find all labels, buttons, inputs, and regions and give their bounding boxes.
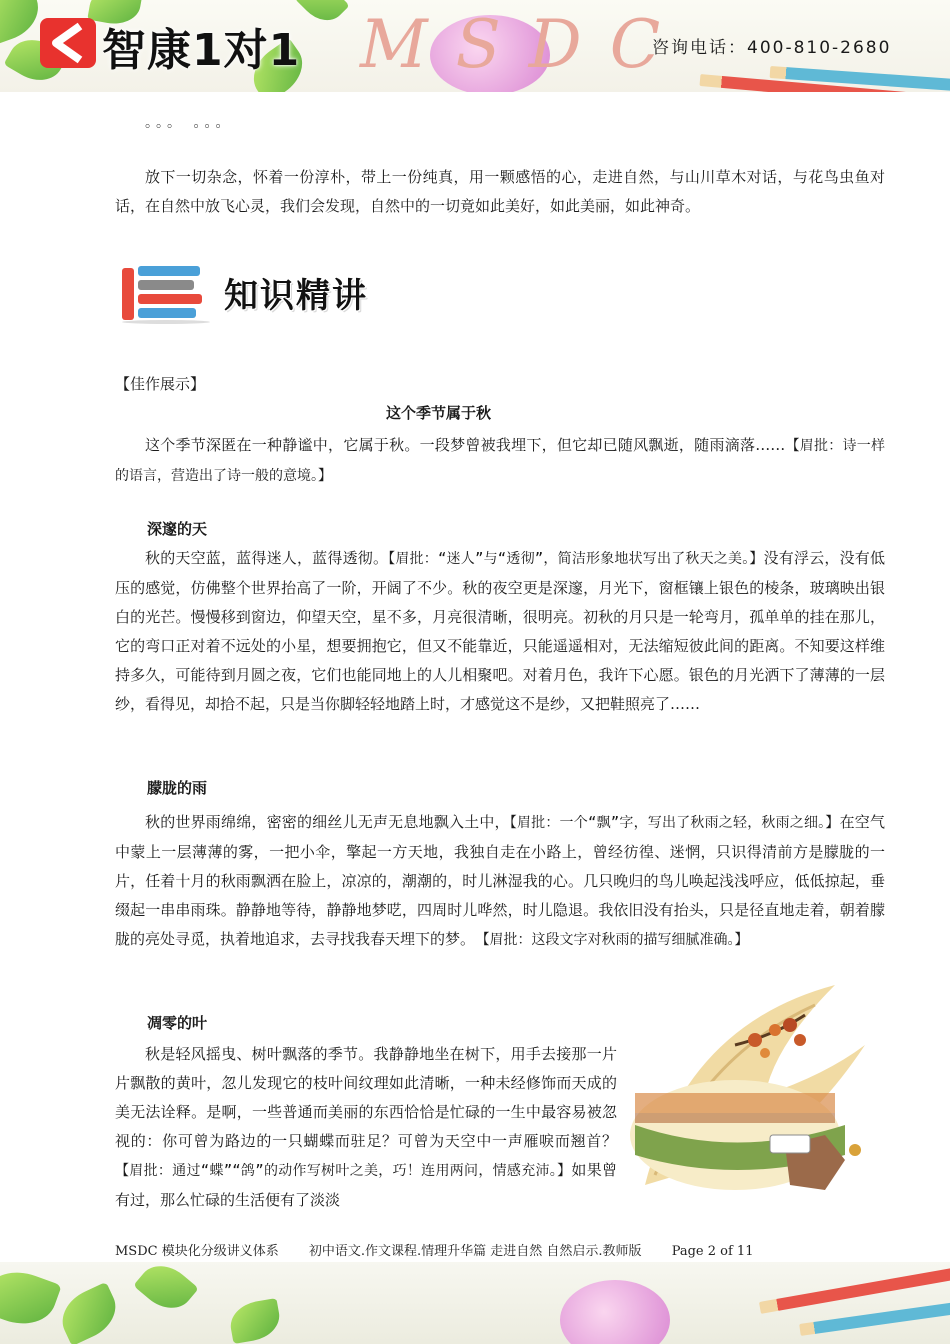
essay-part2 (115, 808, 885, 955)
part2-text: 在空气中蒙上一层薄薄的雾，一把小伞，擎起一方天地，我独自走在小路上，曾经彷徨、迷惘，只识得清前方是朦胧的一片，任着十月的秋雨飘洒在脸上，凉凉的，潮潮的，时儿淋湿我的心。几只晚归的鸟儿唤起浅浅呼应，低低掠起，垂缀起一串串雨珠。静静地等待，静静地梦呓，四周时儿哗然，时儿隐退。我依旧没有抬头，只是径直地走着，朝着朦胧的亮处寻觅，执着地追求，去寻找我春天埋下的梦。 (115, 813, 885, 948)
page-footer (115, 1240, 779, 1259)
leaf-decoration (53, 1282, 124, 1344)
margin-note: 【眉批：通过“蝶”“鸽”的动作写树叶之美，巧！连用两问，情感充沛。】 (115, 1163, 572, 1179)
logo-arrow-icon (40, 18, 96, 68)
margin-note: 【眉批：“迷人”与“透彻”，简洁形象地状写出了秋天之美。】 (388, 551, 764, 567)
part3-text: 秋是轻风摇曳、树叶飘落的季节。我静静地坐在树下，用手去接那一片片飘散的黄叶，忽儿发现它的枝叶间纹理如此清晰，一种未经修饰而天成的美无法诠释。是啊，一些普通而美丽的东西恰恰是忙碌的一生中最容易被忽视的：你可曾为路边的一只蝴蝶而驻足？可曾为天空中一声雁唳而翘首？ (115, 1045, 617, 1150)
part3-text: 如果曾有过，那么忙碌的生活便有了淡淡 (115, 1161, 617, 1209)
margin-note: 【眉批：一个“飘”字，写出了秋雨之轻，秋雨之细。】 (509, 815, 840, 831)
autumn-illustration (625, 985, 875, 1215)
margin-note: 【眉批：这段文字对秋雨的描写细腻准确。】 (482, 932, 749, 948)
logo-text: 智康1对1 (102, 25, 301, 76)
leaf-decoration (294, 0, 349, 30)
footer-banner (0, 1262, 950, 1344)
showcase-label: 【佳作展示】 (115, 375, 206, 393)
footer-series: MSDC 模块化分级讲义体系 (115, 1244, 279, 1259)
ellipsis-marks: 。。。 。。。 (145, 115, 234, 131)
hotline-text: 咨询电话：400-810-2680 (652, 38, 892, 58)
part2-text: 秋的世界雨绵绵，密密的细丝儿无声无息地飘入土中， (145, 813, 510, 831)
section-title: 知识精讲 (224, 276, 368, 316)
subsection-title: 深邃的天 (147, 520, 208, 538)
essay-title: 这个季节属于秋 (385, 404, 491, 422)
part1-text: 秋的天空蓝，蓝得迷人，蓝得透彻。 (145, 549, 389, 567)
margin-note: 【眉批：诗一样的语言，营造出了诗一般的意境。】 (115, 438, 886, 484)
footer-course: 初中语文.作文课程.情理升华篇 走进自然 自然启示.教师版 (308, 1244, 642, 1259)
butterfly-decoration (560, 1280, 670, 1344)
intro-paragraph: 放下一切杂念，怀着一份淳朴，带上一份纯真，用一颗感悟的心，走进自然，与山川草木对话，与花鸟虫鱼对话，在自然中放飞心灵，我们会发现，自然中的一切竟如此美好，如此美丽，如此神奇。 (115, 168, 885, 215)
essay-part3 (115, 1040, 617, 1215)
brand-wordmark: MSDC (360, 6, 689, 83)
page-header (0, 0, 950, 92)
leaf-decoration (133, 1262, 199, 1319)
pencil-decoration (799, 1299, 950, 1336)
essay-part1 (115, 544, 885, 719)
page-number: Page 2 of 11 (671, 1244, 754, 1259)
leaf-decoration (0, 1262, 62, 1334)
subsection-title: 朦胧的雨 (147, 779, 208, 797)
books-icon (118, 262, 210, 324)
subsection-title: 凋零的叶 (147, 1014, 208, 1032)
opening-text: 这个季节深匿在一种静谧中，它属于秋。一段梦曾被我埋下，但它却已随风飘逝，随雨滴落…… (145, 436, 786, 454)
leaf-decoration (227, 1298, 283, 1344)
part1-text: 没有浮云，没有低压的感觉，仿佛整个世界抬高了一阶，开阔了不少。秋的夜空更是深邃，月光下，窗框镶上银色的棱条，玻璃映出银白的光芒。慢慢移到窗边，仰望天空，星不多，月亮很清晰，很明亮。初秋的月只是一轮弯月，孤单单的挂在那儿，它的弯口正对着不远处的小星，想要拥抱它，但又不能靠近，只能遥遥相对，无法缩短彼此间的距离。不知要这样维持多久，可能待到月圆之夜，它们也能同地上的人儿相聚吧。对着月色，我许下心愿。银色的月光洒下了薄薄的一层纱，看得见，却拾不起，只是当你脚轻轻地踏上时，才感觉这不是纱，又把鞋照亮了…… (115, 549, 885, 713)
logo-icon (40, 18, 96, 68)
essay-opening (115, 431, 885, 491)
